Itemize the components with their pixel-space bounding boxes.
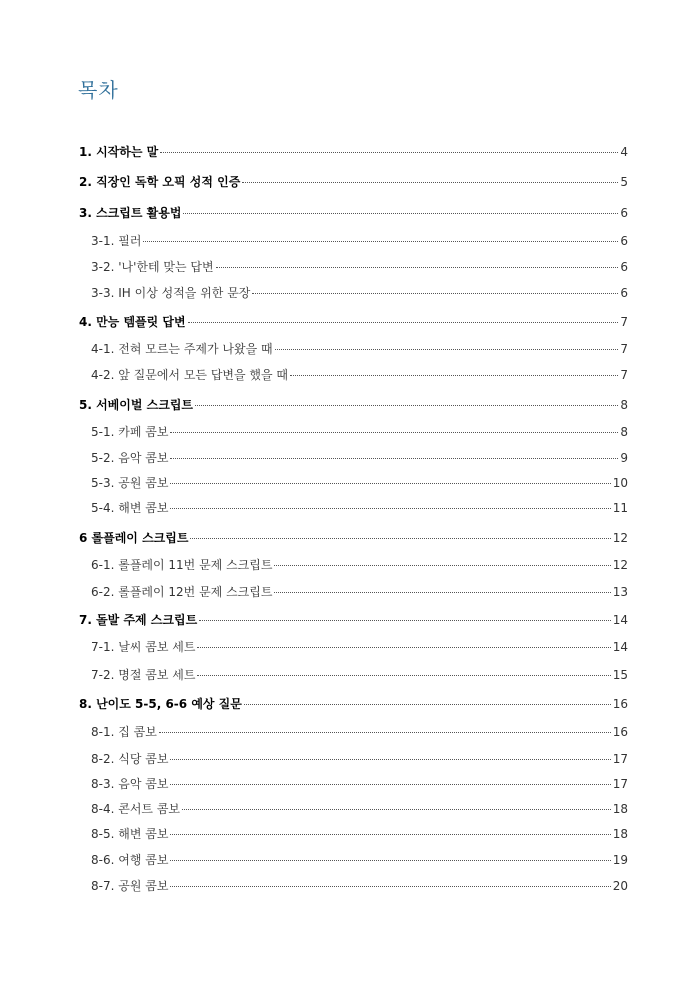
toc-entry-label: 1. 시작하는 말 — [79, 145, 159, 159]
toc-title: 목차 — [78, 78, 119, 102]
toc-entry-label: 7-1. 날씨 콤보 세트 — [91, 640, 196, 654]
dot-leader — [216, 267, 619, 268]
toc-entry-section[interactable] — [91, 423, 628, 441]
dot-leader — [170, 432, 618, 433]
toc-entry-page-number: 19 — [612, 853, 628, 867]
toc-entry-chapter[interactable] — [79, 143, 628, 161]
dot-leader — [197, 675, 610, 676]
toc-entry-section[interactable] — [91, 750, 628, 768]
toc-entry-section[interactable] — [91, 638, 628, 656]
toc-entry-page-number: 7 — [620, 368, 628, 382]
toc-entry-page-number: 12 — [612, 558, 628, 572]
toc-entry-page-number: 9 — [620, 451, 628, 465]
dot-leader — [244, 704, 611, 705]
dot-leader — [274, 565, 610, 566]
dot-leader — [143, 241, 618, 242]
toc-entry-label: 4. 만능 템플릿 답변 — [79, 315, 186, 329]
toc-entry-section[interactable] — [91, 825, 628, 843]
toc-entry-label: 5-2. 음악 콤보 — [91, 451, 169, 465]
toc-entry-chapter[interactable] — [79, 204, 628, 222]
toc-entry-page-number: 7 — [620, 315, 628, 329]
toc-entry-section[interactable] — [91, 449, 628, 467]
toc-entry-section[interactable] — [91, 775, 628, 793]
toc-entry-page-number: 5 — [620, 175, 628, 189]
dot-leader — [170, 458, 618, 459]
toc-entry-label: 6-2. 롤플레이 12번 문제 스크립트 — [91, 585, 273, 599]
toc-entry-section[interactable] — [91, 474, 628, 492]
dot-leader — [182, 809, 611, 810]
dot-leader — [160, 152, 618, 153]
toc-entry-page-number: 6 — [620, 234, 628, 248]
dot-leader — [170, 759, 610, 760]
dot-leader — [170, 834, 610, 835]
toc-entry-label: 7-2. 명절 콤보 세트 — [91, 668, 196, 682]
toc-entry-section[interactable] — [91, 340, 628, 358]
dot-leader — [252, 293, 618, 294]
dot-leader — [170, 784, 610, 785]
toc-entry-label: 4-2. 앞 질문에서 모든 답변을 했을 때 — [91, 368, 288, 382]
toc-entry-section[interactable] — [91, 851, 628, 869]
toc-entry-page-number: 20 — [612, 879, 628, 893]
toc-entry-section[interactable] — [91, 499, 628, 517]
dot-leader — [183, 213, 618, 214]
dot-leader — [170, 508, 610, 509]
dot-leader — [290, 375, 618, 376]
toc-entry-page-number: 13 — [612, 585, 628, 599]
dot-leader — [274, 592, 610, 593]
toc-entry-chapter[interactable] — [79, 695, 628, 713]
toc-entry-section[interactable] — [91, 366, 628, 384]
toc-entry-page-number: 17 — [612, 777, 628, 791]
toc-entry-section[interactable] — [91, 284, 628, 302]
toc-entry-label: 8-4. 콘서트 콤보 — [91, 802, 181, 816]
dot-leader — [170, 483, 610, 484]
toc-entry-label: 8-6. 여행 콤보 — [91, 853, 169, 867]
dot-leader — [275, 349, 619, 350]
toc-entry-label: 8-7. 공원 콤보 — [91, 879, 169, 893]
toc-entry-label: 8-5. 해변 콤보 — [91, 827, 169, 841]
toc-entry-label: 4-1. 전혀 모르는 주제가 나왔을 때 — [91, 342, 273, 356]
toc-entry-chapter[interactable] — [79, 611, 628, 629]
toc-entry-page-number: 16 — [612, 697, 628, 711]
toc-entry-section[interactable] — [91, 258, 628, 276]
toc-entry-chapter[interactable] — [79, 529, 628, 547]
toc-entry-label: 3-1. 필러 — [91, 234, 142, 248]
toc-entry-page-number: 6 — [620, 260, 628, 274]
toc-entry-page-number: 11 — [612, 501, 628, 515]
toc-entry-label: 3. 스크립트 활용법 — [79, 206, 182, 220]
toc-entry-section[interactable] — [91, 556, 628, 574]
toc-entry-page-number: 16 — [612, 725, 628, 739]
toc-entry-label: 5-1. 카페 콤보 — [91, 425, 169, 439]
toc-entry-label: 8-2. 식당 콤보 — [91, 752, 169, 766]
toc-entry-page-number: 17 — [612, 752, 628, 766]
toc-entry-chapter[interactable] — [79, 173, 628, 191]
toc-entry-page-number: 6 — [620, 286, 628, 300]
dot-leader — [170, 860, 610, 861]
toc-entry-chapter[interactable] — [79, 396, 628, 414]
dot-leader — [190, 538, 610, 539]
toc-entry-page-number: 14 — [612, 640, 628, 654]
dot-leader — [197, 647, 610, 648]
toc-entry-label: 5. 서베이벌 스크립트 — [79, 398, 194, 412]
toc-entry-chapter[interactable] — [79, 313, 628, 331]
toc-entry-page-number: 15 — [612, 668, 628, 682]
toc-entry-page-number: 6 — [620, 206, 628, 220]
toc-entry-page-number: 7 — [620, 342, 628, 356]
toc-entry-label: 6-1. 롤플레이 11번 문제 스크립트 — [91, 558, 273, 572]
toc-entry-label: 8-3. 음악 콤보 — [91, 777, 169, 791]
dot-leader — [170, 886, 610, 887]
toc-entry-page-number: 4 — [620, 145, 628, 159]
toc-entry-section[interactable] — [91, 232, 628, 250]
toc-entry-label: 2. 직장인 독학 오픽 성적 인증 — [79, 175, 241, 189]
toc-entry-label: 5-3. 공원 콤보 — [91, 476, 169, 490]
toc-entry-label: 3-3. IH 이상 성적을 위한 문장 — [91, 286, 251, 300]
toc-entry-page-number: 8 — [620, 425, 628, 439]
dot-leader — [199, 620, 611, 621]
toc-entry-label: 3-2. '나'한테 맞는 답변 — [91, 260, 214, 274]
dot-leader — [159, 732, 611, 733]
toc-entry-page-number: 8 — [620, 398, 628, 412]
dot-leader — [188, 322, 619, 323]
dot-leader — [195, 405, 618, 406]
toc-entry-label: 6 롤플레이 스크립트 — [79, 531, 189, 545]
toc-entry-page-number: 10 — [612, 476, 628, 490]
toc-entry-section[interactable] — [91, 666, 628, 684]
dot-leader — [242, 182, 618, 183]
toc-entry-page-number: 18 — [612, 802, 628, 816]
toc-entry-page-number: 18 — [612, 827, 628, 841]
toc-entry-section[interactable] — [91, 583, 628, 601]
toc-entry-label: 8. 난이도 5-5, 6-6 예상 질문 — [79, 697, 242, 711]
toc-entry-label: 7. 돌발 주제 스크립트 — [79, 613, 198, 627]
toc-entry-label: 8-1. 집 콤보 — [91, 725, 157, 739]
toc-entry-page-number: 12 — [612, 531, 628, 545]
toc-entry-section[interactable] — [91, 877, 628, 895]
toc-entry-label: 5-4. 해변 콤보 — [91, 501, 169, 515]
toc-entry-section[interactable] — [91, 723, 628, 741]
toc-entry-page-number: 14 — [612, 613, 628, 627]
toc-entry-section[interactable] — [91, 800, 628, 818]
